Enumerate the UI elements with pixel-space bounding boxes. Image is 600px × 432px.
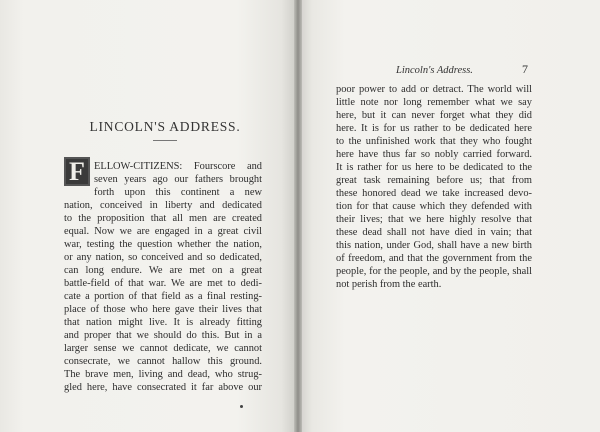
text-line: tion for that cause which they defended with [336,201,532,212]
text-line: little note nor long remember what we say [336,97,532,108]
text-line: seven years ago our fathers brought [94,174,262,185]
page-number: 7 [522,62,528,76]
text-line: to the proposition that all men are created [64,213,262,224]
text-line: that nation might live. It is already fitting [64,317,262,328]
text-line: or any nation, so conceived and so dedicated, [64,252,262,263]
text-line: equal. Now we are engaged in a great civil [64,226,262,237]
text-line: to the unfinished work that they who fought [336,136,532,147]
text-line: these dead shall not have died in vain; that [336,227,532,238]
text-line: people, for the people, and by the people, shall [336,266,532,277]
text-line: It is rather for us here to be dedicated to the [336,162,532,173]
page-title: LINCOLN'S ADDRESS. [89,119,241,134]
drop-cap: F [64,157,90,186]
running-head: Lincoln's Address. [396,65,473,76]
text-line: place of those who here gave their lives that [64,304,262,315]
text-line: poor power to add or detract. The world will [336,84,532,95]
text-line: The brave men, living and dead, who strug- [64,369,262,380]
text-line: nation, conceived in liberty and dedicated [64,200,262,211]
text-line: here. It is for us rather to be dedicated here [336,123,532,134]
text-line: these honored dead we take increased devo- [336,188,532,199]
title-rule [153,140,177,141]
text-line: great task remaining before us; that from [336,175,532,186]
book-gutter [294,0,302,432]
text-line: of freedom, and that the government from the [336,253,532,264]
text-line: this nation, under God, shall have a new birth [336,240,532,251]
text-line: not perish from the earth. [336,279,442,290]
text-line: war, testing the question whether the nation, [64,239,262,250]
text-line: can long endure. We are met on a great [64,265,262,276]
text-line: here have thus far so nobly carried forward. [336,149,532,160]
text-line: their lives; that we here highly resolve that [336,214,532,225]
text-line: larger sense we cannot dedicate, we cannot [64,343,262,354]
text-line: cate a portion of that field as a final resting- [64,291,262,302]
text-line: forth upon this continent a new [94,187,262,198]
text-line: here, but it can never forget what they did [336,110,532,121]
text-line: ELLOW-CITIZENS: Fourscore and [94,161,262,172]
text-line: and proper that we should do this. But in a [64,330,262,341]
text-line: gled here, have consecrated it far above our [64,382,262,393]
text-line: battle-field of that war. We are met to dedi- [64,278,262,289]
text-line: consecrate, we cannot hallow this ground. [64,356,262,367]
ink-speck [240,405,243,408]
